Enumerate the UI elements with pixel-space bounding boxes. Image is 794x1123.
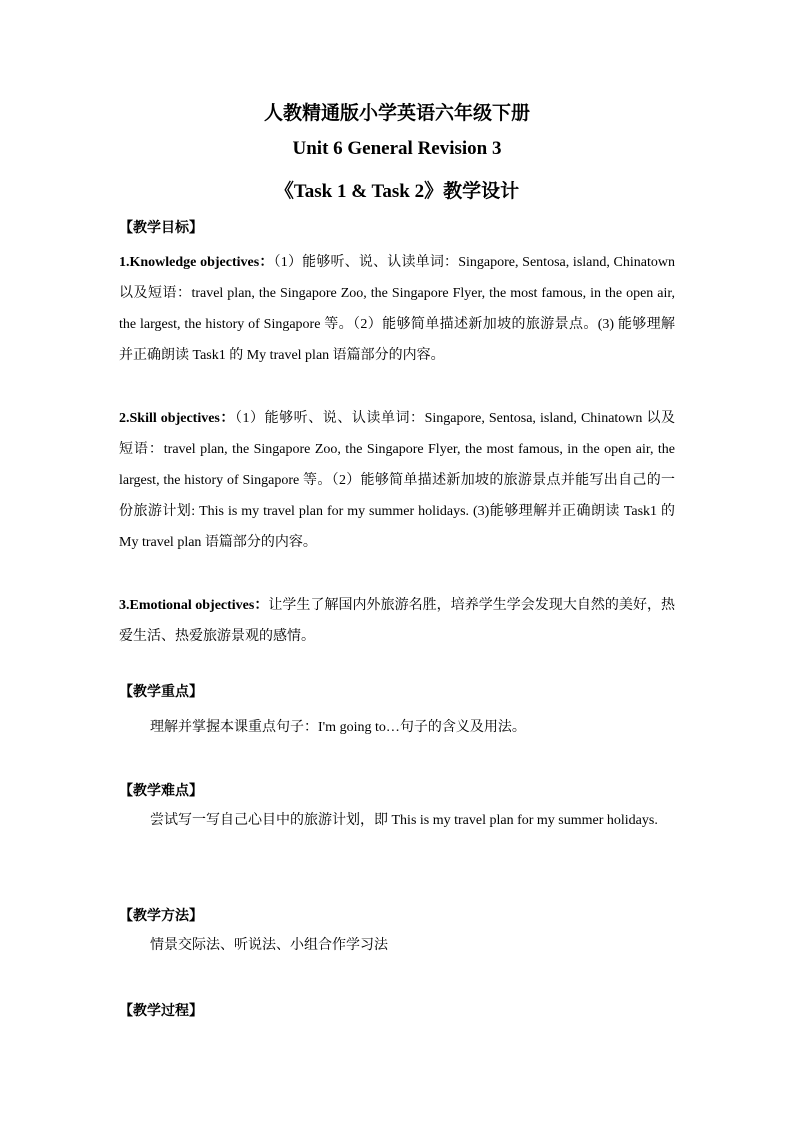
skill-objectives-label: 2.Skill objectives： [119,411,235,426]
methods-heading: 【教学方法】 [119,909,203,924]
document-title-line-2: Unit 6 General Revision 3 [292,138,502,159]
document-title-line-3: 《Task 1 & Task 2》教学设计 [274,181,520,202]
skill-objectives-paragraph [119,403,675,558]
difficulties-heading: 【教学难点】 [119,784,203,799]
difficulties-text: 尝试写一写自己心目中的旅游计划，即 This is my travel plan for my summer holidays. [150,813,658,828]
process-heading: 【教学过程】 [119,1004,203,1019]
methods-text: 情景交际法、听说法、小组合作学习法 [150,938,388,953]
emotional-objectives-text: 让学生了解国内外旅游名胜，培养学生学会发现大自然的美好，热爱生活、热爱旅游景观的感情。 [119,598,675,644]
knowledge-objectives-label: 1.Knowledge objectives： [119,255,274,270]
document-title-line-1: 人教精通版小学英语六年级下册 [263,103,530,124]
emotional-objectives-label: 3.Emotional objectives： [119,598,269,613]
objectives-heading: 【教学目标】 [119,221,203,236]
emotional-objectives-paragraph [119,590,675,652]
key-points-text: 理解并掌握本课重点句子：I'm going to…句子的含义及用法。 [150,720,526,735]
key-points-heading: 【教学重点】 [119,685,203,700]
skill-objectives-text: （1）能够听、说、认读单词：Singapore, Sentosa, island, Chinatown 以及短语：travel plan, the Singapore Zoo, the Singapore Flyer, the most famous, in the open air, the largest, the history of Singapore 等。（2）能够简单描述新加坡的旅游景点并能写出自己的一份旅游计划: This is my travel plan for my summer holidays. (3)能够理解并正确朗读 Task1 的 My travel plan 语篇部分的内容。 [119,411,675,550]
knowledge-objectives-text: （1）能够听、说、认读单词：Singapore, Sentosa, island, Chinatown 以及短语：travel plan, the Singapore Zoo, the Singapore Flyer, the most famous, in the open air, the largest, the history of Singapore 等。（2）能够简单描述新加坡的旅游景点。(3) 能够理解并正确朗读 Task1 的 My travel plan 语篇部分的内容。 [119,255,676,363]
knowledge-objectives-paragraph [119,247,675,371]
